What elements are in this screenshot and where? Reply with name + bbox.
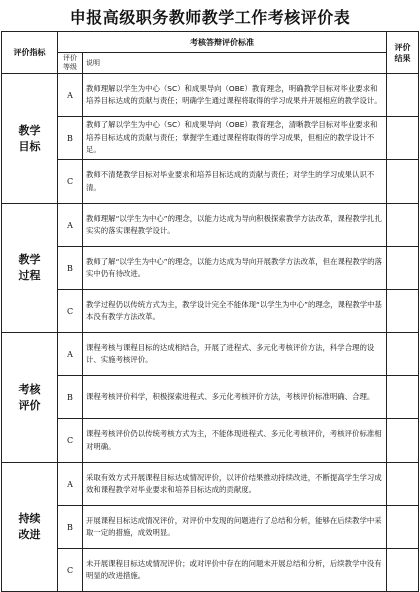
level-cell: B [58, 376, 83, 419]
description-cell: 未开展课程目标达成情况评价；或对评价中存在的问题未开展总结和分析，后续教学中没有明显的改进措施。 [83, 549, 387, 592]
table-row [2, 333, 419, 376]
result-cell[interactable] [387, 419, 419, 463]
category-cell [2, 333, 58, 463]
description-cell: 课程考核评价科学，积极探索进程式、多元化考核评价方法，考核评价标准明确、合理。 [83, 376, 387, 419]
level-cell: C [58, 160, 83, 204]
category-name: 教学过程 [18, 253, 41, 282]
description-cell: 课程考核评价仍以传统考核方式为主，不能体现进程式、多元化考核评价，考核评价标准相对明确。 [83, 419, 387, 463]
description-cell: 教师了解“以学生为中心”的理念，以能力达成为导向开展教学方法改革，但在课程教学的落实中仍有待改进。 [83, 247, 387, 290]
description-cell: 教学过程仍以传统方式为主，教学设计完全不能体现“以学生为中心”的理念，课程教学中基本没有教学方法改革。 [83, 290, 387, 333]
category-cell [2, 74, 58, 204]
table-row [2, 463, 419, 506]
description-cell: 开展课程目标达成情况评价，对评价中发现的问题进行了总结和分析，能够在后续教学中采取一定的措施，成效明显。 [83, 506, 387, 549]
standard-header: 考核答辩评价标准 [58, 32, 387, 53]
category-name: 考核评价 [18, 382, 41, 412]
category-cell [2, 463, 58, 592]
level-cell: B [58, 247, 83, 290]
description-cell: 教师理解“以学生为中心”的理念，以能力达成为导向积极探索教学方法改革，课程教学扎扎实实的落实课程教学设计。 [83, 204, 387, 247]
level-cell: C [58, 549, 83, 592]
description-cell: 教师不清楚教学目标对毕业要求和培养目标达成的贡献与责任；对学生的学习成果认识不清。 [83, 160, 387, 204]
level-cell: C [58, 290, 83, 333]
description-cell: 采取有效方式开展课程目标达成情况评价，以评价结果推动持续改进，不断提高学生学习成效和课程教学对毕业要求和培养目标达成的贡献度。 [83, 463, 387, 506]
table-row [2, 506, 419, 549]
result-cell[interactable] [387, 74, 419, 117]
table-row [2, 549, 419, 592]
level-header [58, 53, 83, 74]
result-cell[interactable] [387, 247, 419, 290]
level-cell: C [58, 419, 83, 463]
level-cell: A [58, 204, 83, 247]
evaluation-table [1, 31, 419, 592]
result-cell[interactable] [387, 290, 419, 333]
table-row [2, 419, 419, 463]
category-cell [2, 204, 58, 333]
level-cell: B [58, 117, 83, 160]
table-row [2, 117, 419, 160]
subheader-row [2, 53, 419, 74]
result-cell[interactable] [387, 160, 419, 204]
level-cell: B [58, 506, 83, 549]
table-row [2, 204, 419, 247]
result-cell[interactable] [387, 463, 419, 506]
description-cell: 课程考核与课程目标的达成相结合，开展了进程式、多元化考核评价方法，科学合理的设计、实施考核评价。 [83, 333, 387, 376]
indicator-header: 评价指标 [2, 32, 58, 74]
result-cell[interactable] [387, 204, 419, 247]
level-header-text: 评价等级 [63, 54, 77, 71]
table-row [2, 376, 419, 419]
form-title: 申报高级职务教师教学工作考核评价表 [69, 8, 351, 27]
table-row [2, 74, 419, 117]
category-name: 持续改进 [18, 512, 41, 541]
level-cell: A [58, 463, 83, 506]
result-cell[interactable] [387, 333, 419, 376]
table-row [2, 160, 419, 204]
description-cell: 教师了解以学生为中心（SC）和成果导向（OBE）教育理念，清晰教学目标对毕业要求和培养目标达成的贡献与责任；掌握学生通过课程将取得的学习成果，但相应的教学设计不足。 [83, 117, 387, 160]
result-cell[interactable] [387, 506, 419, 549]
result-cell[interactable] [387, 549, 419, 592]
category-name: 教学目标 [18, 123, 41, 153]
table-row [2, 290, 419, 333]
desc-header: 说明 [83, 53, 387, 74]
description-cell: 教师理解以学生为中心（SC）和成果导向（OBE）教育理念，明确教学目标对毕业要求和培养目标达成的贡献与责任；明确学生通过课程将取得的学习成果并开展相应的教学设计。 [83, 74, 387, 117]
result-header [387, 32, 419, 74]
result-cell[interactable] [387, 117, 419, 160]
result-header-text: 评价结果 [394, 42, 411, 63]
result-cell[interactable] [387, 376, 419, 419]
table-row [2, 247, 419, 290]
level-cell: A [58, 74, 83, 117]
level-cell: A [58, 333, 83, 376]
header-row [2, 32, 419, 53]
